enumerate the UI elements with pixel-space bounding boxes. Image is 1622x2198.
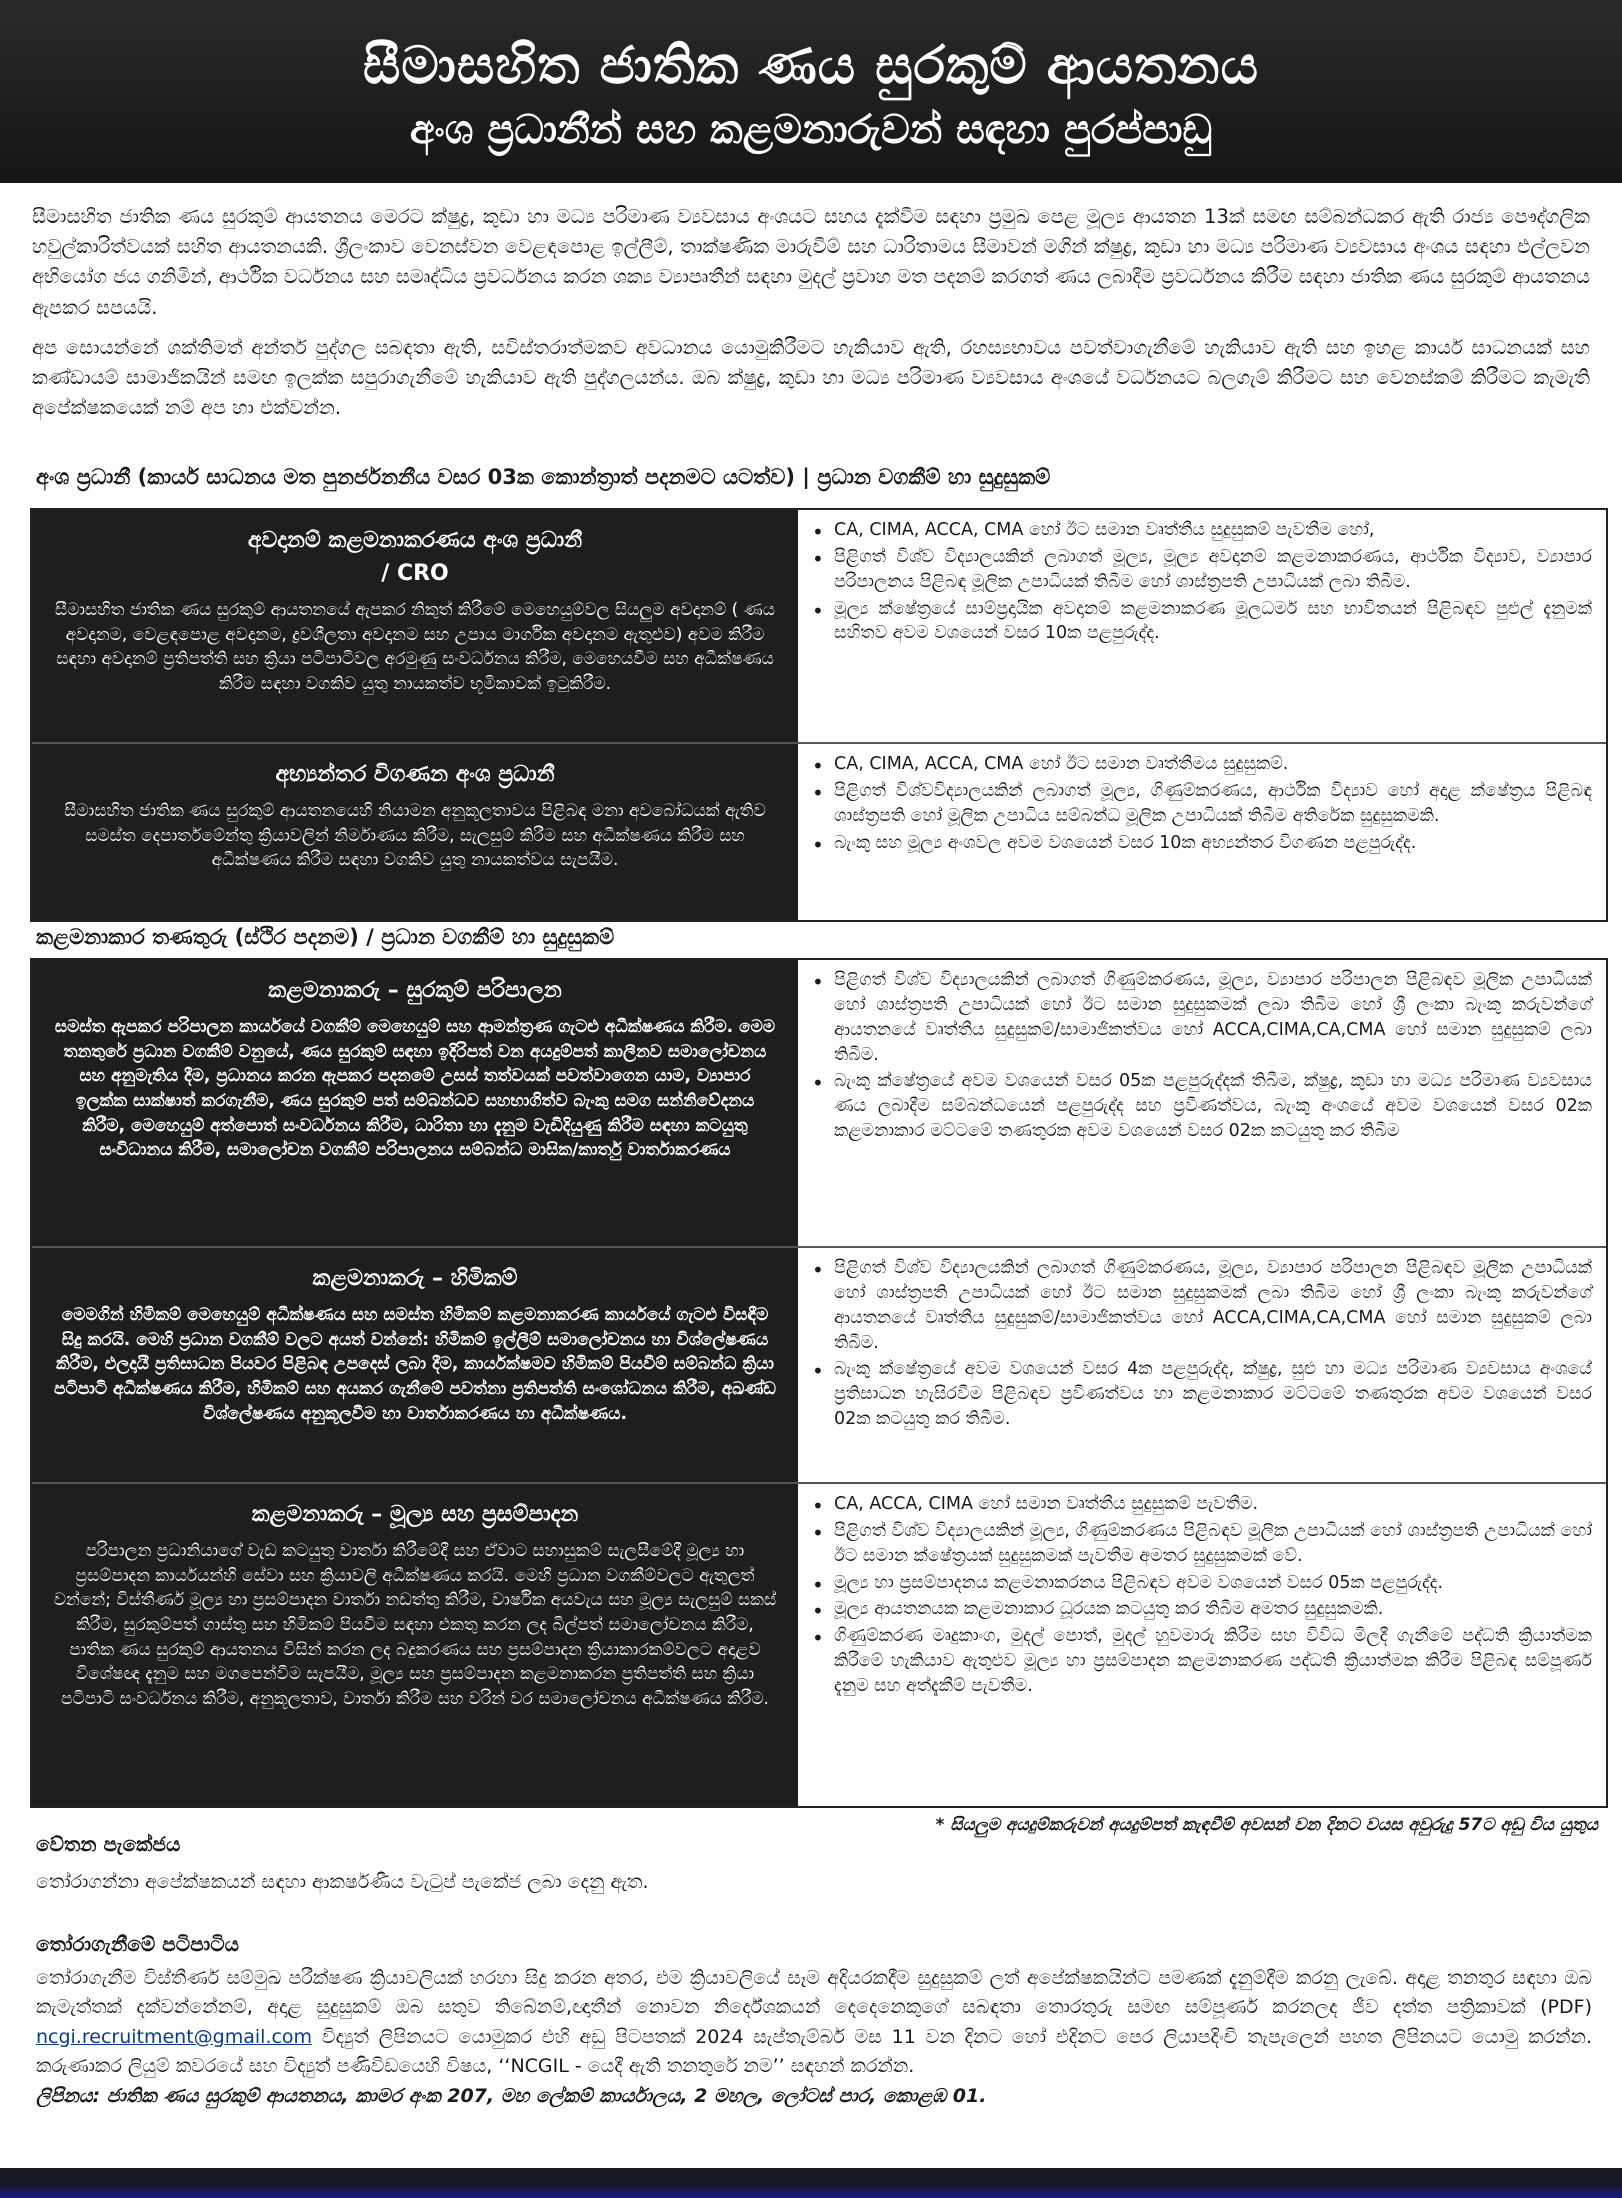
salary-text: තෝරාගන්නා අපේක්ෂකයන් සඳහා ආකර්ෂණීය වැටුප් පැකේජ ලබා දෙනු ඇත.	[36, 1871, 649, 1893]
qualification-item: • ගිණුම්කරණ මෘදුකාංග, මුදල් පොත්, මුදල් හුවමාරු කිරීම සහ විවිධ මිලදී ගැනීමේ පද්ධති ක්‍රියාත්මක කිරීමේ හැකියාව ඇතුළුව මූල්‍ය හා ප්‍රසම්පාදන කළමනාකරණ පද්ධති ක්‍රියාත්මක කිරීම පිළිබඳ සම්පූර්ණ දැනුම සහ අත්දැකීම් පැවතීම.	[834, 1624, 1592, 1699]
qualification-item: • මූල්‍ය ක්ෂේත්‍රයේ සාම්ප්‍රදායික අවදානම් කළමනාකරණ මූලධර්ම සහ භාවිතයන් පිළිබඳව පුළුල් දැනුමක් සහිතව අවම වශයෙන් වසර 10ක පළපුරුද්ද.	[834, 597, 1592, 647]
selection-text-after: විද්‍යුත් ලිපිනයට යොමුකර එහි අඩු පිටපතක් 2024 සැප්තැම්බර් මස 11 වන දිනට හෝ එදිනට පෙර ලියාපදිංචි තැපැලෙන් පහත ලිපිනයට යොමු කරන්න. කරුණාකර ලියුම් කවරයේ සහ විද්‍යුත් පණිවිඩයෙහි විෂය, ‘‘NCGIL - යෙදී ඇති තනතුරේ නම’’ සඳහන් කරන්න.	[36, 2025, 1592, 2078]
role-description: සීමාසහිත ජාතික ණය සුරකුම් ආයතනයේ ඇපකර නිකුත් කිරීමේ මෙහෙයුම්වල සියලුම අවදානම් ( ණය අවදානම, වෙළඳපොළ අවදානම, ද්‍රවශීලතා අවදානම සහ උපාය මාර්ගික අවදානම ඇතුළුව) අවම කිරීම සඳහා අවදානම් ප්‍රතිපත්ති සහ ක්‍රියා පටිපාටිවල අරමුණු සංවර්ධනය කිරීම, මෙහෙයවීම සහ අධීක්ෂණය කිරීම සඳහා වගකිව යුතු නායකත්ව භූමිකාවක් ඉටුකිරීම.	[54, 600, 775, 694]
selection-text-before: තෝරාගැනීම විස්තීර්ණ සම්මුඛ පරීක්ෂණ ක්‍රියාවලියක් හරහා සිදු කරන අතර, එම ක්‍රියාවලියේ සෑම අදියරකදීම සුදුසුකම් ලත් අපේක්ෂකයින්ට පමණක් දැනුම්දීම කරනු ලැබේ. අදාළ තනතුර සඳහා ඔබ කැමැත්තක් දක්වන්නේනම්, අදාළ සුදුසුකම් ඔබ සතුව තිබේනම්,ඥාතීන් නොවන නිර්දේශකයන් දෙදෙනෙකුගේ සබඳතා තොරතුරු සමඟ සම්පූර්ණ කරනලද ජීව දත්ත පත්‍රිකාවක් (PDF)	[36, 1967, 1592, 2019]
department-heads-table	[30, 508, 1608, 922]
qualification-item: • බැංකු සහ මූල්‍ය අංශවල අවම වශයෙන් වසර 10ක අභ්‍යන්තර විගණන පළපුරුද්ද.	[834, 831, 1592, 856]
role-description: සීමාසහිත ජාතික ණය සුරකුම් ආයතනයෙහි නියාමන අනුකූලතාවය පිළිබඳ මනා අවබෝධයක් ඇතිව සමස්ත දෙපාර්තමේන්තු ක්‍රියාවලින් නිර්මාණය කිරීම, සැලසුම් කිරීම සහ අධීක්ෂණය කිරීම සහ අධීක්ෂණය කිරීම සඳහා වගකිව යුතු නායකත්වය සැපයීම.	[64, 801, 766, 871]
page-subtitle: අංශ ප්‍රධානීන් සහ කළමනාරුවන් සඳහා පුරප්පාඩු	[409, 107, 1213, 153]
footer-bar	[0, 2168, 1622, 2198]
role-title: අවදානම් කළමනාකරණය අංශ ප්‍රධානී / CRO	[247, 528, 583, 586]
qualifications-cell	[798, 960, 1606, 1246]
selection-heading: තෝරාගැනීමේ පටිපාටිය	[36, 1932, 239, 1956]
qualification-item: • මූල්‍ය ආයතනයක කළමනාකාර ධූරයක කටයුතු කර තිබීම අමතර සුදුසුකමකි.	[834, 1597, 1592, 1622]
intro-paragraph-1: සීමාසහිත ජාතික ණය සුරකුම් ආයතනය මෙරට ක්ෂුද්‍ර, කුඩා හා මධ්‍ය පරිමාණ ව්‍යවසාය අංශයට සහය දැක්වීම සඳහා ප්‍රමුඛ පෙළ මූල්‍ය ආයතන 13ක් සමඟ සම්බන්ධකර ඇති රාජ්‍ය පෞද්ගලික හවුල්කාරිත්වයක් සහිත ආයතනයකි. ශ්‍රීලංකාව වෙනස්වන වෙළඳපොළ ඉල්ලීම්, තාක්ෂණික මාරුවීම් සහ ධාරිතාමය සීමාවන් මගින් ක්ෂුද්‍ර, කුඩා හා මධ්‍ය පරිමාණ ව්‍යවසාය අංශය සඳහා එල්ලවන අභියෝග ජය ගනිමින්, ආර්ථික වර්ධනය සහ සමෘද්ධිය ප්‍රවර්ධනය කරන ශක්‍ය ව්‍යාපෘතීන් සඳහා මුදල් ප්‍රවාහ මත පදනම් කරගත් ණය ලබාදීම ප්‍රවර්ධනය කිරීම සඳහා ජාතික ණය සුරකුම් ආයතනය ඇපකර සපයයි.	[32, 205, 1590, 319]
selection-text	[36, 1964, 1592, 2111]
qualification-item: • බැංකු ක්ෂේත්‍රයේ අවම වශයෙන් වසර 4ක පළපුරුද්ද, ක්ෂුද්‍ර, සුළු හා මධ්‍ය පරිමාණ ව්‍යවසාය අංශයේ ප්‍රතිසාධන හැසිරවීම පිළිබඳව ප්‍රවීණත්වය හා කළමනාකාර මට්ටමේ තණතුරක අවම වශයෙන් වසර 02ක කටයුතු කර තිබීම.	[834, 1357, 1592, 1432]
table-row	[32, 510, 1606, 742]
qualification-item: • මූල්‍ය හා ප්‍රසම්පාදනය කළමනාකරනය පිළිබඳව අවම වශයෙන් වසර 05ක පළපුරුද්ද.	[834, 1571, 1592, 1596]
qualification-item: • බැංකු ක්ෂේත්‍රයේ අවම වශයෙන් වසර 05ක පළපුරුද්දක් තිබීම, ක්ෂුද්‍ර, කුඩා හා මධ්‍ය පරිමාණ ව්‍යවසාය ණය ලබාදීම සම්බන්ධයෙන් පළපුරුද්ද සහ ප්‍රවීණත්වය, බැංකු අංශයේ අවම වශයෙන් වසර 02ක කළමනාකාර මට්ටමේ තණතුරක අවම වශයෙන් වසර 02ක කටයුතු කර තිබීම	[834, 1069, 1592, 1144]
role-cell	[32, 1248, 798, 1482]
role-description: සමස්ත ඇපකර පරිපාලන කාර්යයේ වගකීම් මෙහෙයුම් සහ ආමන්ත්‍රණ ගැටළු අධීක්ෂණය කිරීම. මෙම තනතුරේ ප්‍රධාන වගකීම් වනුයේ, ණය සුරකුම් සඳහා ඉදිරිපත් වන අයදුම්පත් කාලීනව සමාලෝචනය සහ අනුමැතිය දීම, ප්‍රධානය කරන ඇපකර පදනමේ උසස් තත්වයක් පවත්වාගෙන යාම, ව්‍යාපාර ඉලක්ක සාක්ෂාත් කරගැනීම, ණය සුරකුම් පත් සම්බන්ධව සහභාගිත්ව බැංකු සමග සන්නිවේදනය කිරීම, මෙහෙයුම් අත්පොත් සංවර්ධනය කිරීම, ධාරිතා හා දැනුම වැඩිදියුණු කිරීම සඳහා කටයුතු සංවිධානය කිරීම, සමාලෝචන වගකීම් පරිපාලනය සම්බන්ධ මාසික/කාර්තු වාර්තාකරණය	[54, 1017, 776, 1161]
qualification-item: • පිළිගත් විශ්වවිද්‍යාලයකින් ලබාගත් මූල්‍ය, ගිණුම්කරණය, ආර්ථික විද්‍යාව හෝ අදාළ ක්ෂේත්‍රය පිළිබඳ ශාස්ත්‍රපති හෝ මූලික උපාධිය සම්බන්ධ මූලික උපාධියක් තිබීම අතිරේක සුදුසුකමකි.	[834, 779, 1592, 829]
role-title: අභ්‍යන්තර විගණන අංශ ප්‍රධානී	[275, 762, 555, 787]
qualification-item: • පිළිගත් විශ්ව විද්‍යාලයකින් ලබාගත් ගිණුම්කරණය, මූල්‍ය, ව්‍යාපාර පරිපාලන පිළිබඳව මූලික උපාධියක් හෝ ශාස්ත්‍රපති උපාධියක් හෝ ඊට සමාන සුදුසුකමක් ලබා තිබීම හෝ ශ්‍රී ලංකා බැංකු කරුවන්ගේ ආයතනයේ වෘත්තීය සුදුසුකම්/සාමාජිකත්වය හෝ ACCA,CIMA,CA,CMA හෝ සමාන සුදුසුකම් ලබා තිබීම.	[834, 968, 1592, 1067]
role-cell	[32, 510, 798, 742]
table-row	[32, 742, 1606, 920]
role-cell	[32, 960, 798, 1246]
salary-heading: වේතන පැකේජය	[36, 1832, 181, 1856]
qualifications-cell	[798, 1484, 1606, 1806]
qualifications-cell	[798, 1248, 1606, 1482]
manager-positions-table	[30, 958, 1608, 1808]
page-header	[0, 0, 1622, 183]
intro-paragraph-2: අප සොයන්නේ ශක්තිමත් අන්තර් පුද්ගල සබඳතා ඇති, සවිස්තරාත්මකව අවධානය යොමුකිරීමට හැකියාව ඇති, රහස්‍යභාවය පවත්වාගැනීමේ හැකියාව ඇති සහ ඉහළ කාර්ය සාධනයක් සහ කණ්ඩායම් සාමාජිකයින් සමඟ ඉලක්ක සපුරාගැනීමේ හැකියාව ඇති පුද්ගලයන්ය. ඔබ ක්ෂුද්‍ර, කුඩා හා මධ්‍ය පරිමාණ ව්‍යවසාය අංශයේ වර්ධනයට බලගැම් කිරීමට සහ වෙනස්කම් කිරීමට කැමැති අපේක්ෂකයෙක් නම් අප හා එක්වන්න.	[32, 335, 1590, 420]
qualification-item: • CA, ACCA, CIMA හෝ සමාන වෘත්තීය සුදුසුකම් පැවතීම.	[834, 1492, 1592, 1517]
role-title: කළමනාකරු – සුරකුම් පරිපාලන	[268, 978, 562, 1003]
table-row	[32, 1246, 1606, 1482]
qualification-item: • පිළිගත් විශ්ව විද්‍යාලයකින් ලබාගත් ගිණුම්කරණය, මූල්‍ය, ව්‍යාපාර පරිපාලන පිළිබඳව මූලික උපාධියක් හෝ ශාස්ත්‍රපති උපාධියක් හෝ ඊට සමාන සුදුසුකමක් ලබා තිබීම හෝ ශ්‍රී ලංකා බැංකු කරුවන්ගේ ආයතනයේ වෘත්තීය සුදුසුකම්/සාමාජිකත්වය හෝ ACCA,CIMA,CA,CMA හෝ සමාන සුදුසුකම් ලබා තිබීම.	[834, 1256, 1592, 1355]
postal-address: ලිපිනය: ජාතික ණය සුරකුම් ආයතනය, කාමර අංක 207, මහ ලේකම් කාර්යාලය, 2 මහල, ලෝටස් පාර, කොළඹ 01.	[36, 2084, 987, 2107]
qualification-item: • පිළිගත් විශ්ව විද්‍යාලයකින් ලබාගත් මූල්‍ය, මූල්‍ය අවදානම් කළමනාකරණය, ආර්ථික විද්‍යාව, ව්‍යාපාර පරිපාලනය පිළිබඳ මූලික උපාධියක් තිබීම හෝ ශාස්ත්‍රපති උපාධියක් ලබා තිබීම.	[834, 545, 1592, 595]
qualifications-cell	[798, 510, 1606, 742]
table-row	[32, 960, 1606, 1246]
table-row	[32, 1482, 1606, 1806]
section-b-heading: කළමනාකාර තණතුරු (ස්ථිර පදනම) / ප්‍රධාන වගකීම් හා සුදුසුකම්	[36, 925, 615, 949]
page-title: සීමාසහිත ජාතික ණය සුරකුම් ආයතනය	[363, 36, 1259, 96]
role-description: පරිපාලන ප්‍රධානියාගේ වැඩ කටයුතු වාර්තා කිරීමේදී සහ ඒවාට සහාසුකම් සැලසීමේදී මූල්‍ය හා ප්‍රසම්පාදන කාර්යයන්හි සේවා සහ ක්‍රියාවලි අධීක්ෂණය කරයි. මෙහි ප්‍රධාන වගකීම්වලට ඇතුලත් වන්නේ; විස්තීර්ණ මූල්‍ය හා ප්‍රසම්පාදන වාර්තා නඩත්තු කිරීම, වාර්ෂික අයවැය සහ මූල්‍ය සැලසුම් සකස් කිරීම, සුරකුම්පත් ගාස්තු සහ හිමිකම් පියවීම සඳහා එකතු කරන ලද බිල්පත් සමාලෝචනය කිරීම, පාතික ණය සුරකුම් ආයතනය විසින් කරන ලද බදුකරණය සහ ප්‍රසම්පාදන ක්‍රියාකාරකම්වලට අදාළව විශේෂඥ දැනුම සහ මගපෙන්වීම සැපයීම, මූල්‍ය සහ ප්‍රසම්පාදන කළමනාකරන ප්‍රතිපත්ති සහ ක්‍රියා පටිපාටි සංවර්ධනය කිරීම, අනුකූලතාව, වාර්තා කිරීම සහ වරින් වර සමාලෝචනය අධීක්ෂණය කිරීම.	[53, 1541, 777, 1709]
role-title: කළමනාකරු – මූල්‍ය සහ ප්‍රසම්පාදන	[251, 1502, 579, 1527]
qualification-item: • CA, CIMA, ACCA, CMA හෝ ඊට සමාන වෘත්තීමය සුදුසුකම්.	[834, 752, 1592, 777]
qualification-item: • CA, CIMA, ACCA, CMA හෝ ඊට සමාන වෘත්තීය සුදුසුකම් පැවතීම හෝ,	[834, 518, 1592, 543]
recruitment-email-link[interactable]: ncgi.recruitment@gmail.com	[36, 2025, 313, 2048]
qualifications-cell	[798, 744, 1606, 920]
role-title: කළමනාකරු – හිමිකම්	[312, 1266, 518, 1291]
role-description: මෙමගින් හිමිකම් මෙහෙයුම් අධීක්ෂණය සහ සමස්ත හිමිකම් කළමනාකරණ කාර්යයේ ගැටළු විසඳීම සිදු කරයි. මෙහි ප්‍රධාන වගකීම් වලට අයත් වන්නේ: හිමිකම් ඉල්ලීම් සමාලෝචනය හා විශ්ලේෂණය කිරීම, එලදායී ප්‍රතිසාධන පියවර පිළිබඳ උපදෙස් ලබා දීම, කාර්යක්ෂමව හිමිකම් පියවීම් සම්බන්ධ ක්‍රියා පටිපාටි අධීක්ෂණය කිරීම, හිමිකම් සහ අයකර ගැනීමේ පවත්නා ප්‍රතිපත්ති සංශෝධනය කිරීම, අඛණ්ඩ විශ්ලේෂණය අනුකූලවීම හා වාර්තාකරණය හා අධීක්ෂණය.	[53, 1305, 777, 1424]
intro-section	[32, 202, 1590, 434]
role-cell	[32, 744, 798, 920]
role-cell	[32, 1484, 798, 1806]
qualification-item: • පිළිගත් විශ්ව විද්‍යාලයකින් මූල්‍ය, ගිණුම්කරණය පිළිබඳව මූලික උපාධියක් හෝ ශාස්ත්‍රපති උපාධියක් හෝ ඊට සමාන ක්ෂේත්‍රයක් සුදුසුකමක් පැවතීම අමතර සුදුසුකමක් වේ.	[834, 1519, 1592, 1569]
age-limit-footnote: * සියලුම අයදුම්කරුවන් අයදුම්පත් කැඳවීම් අවසන් වන දිනට වයස අවුරුදු 57ට අඩු විය යුතුය	[935, 1815, 1598, 1835]
section-a-heading: අංශ ප්‍රධානී (කාර්ය සාධනය මත පුනර්ජනනීය වසර 03ක කොන්ත්‍රාත් පදනමට යටත්ව) | ප්‍රධාන වගකීම් හා සුදුසුකම්	[36, 465, 1051, 489]
